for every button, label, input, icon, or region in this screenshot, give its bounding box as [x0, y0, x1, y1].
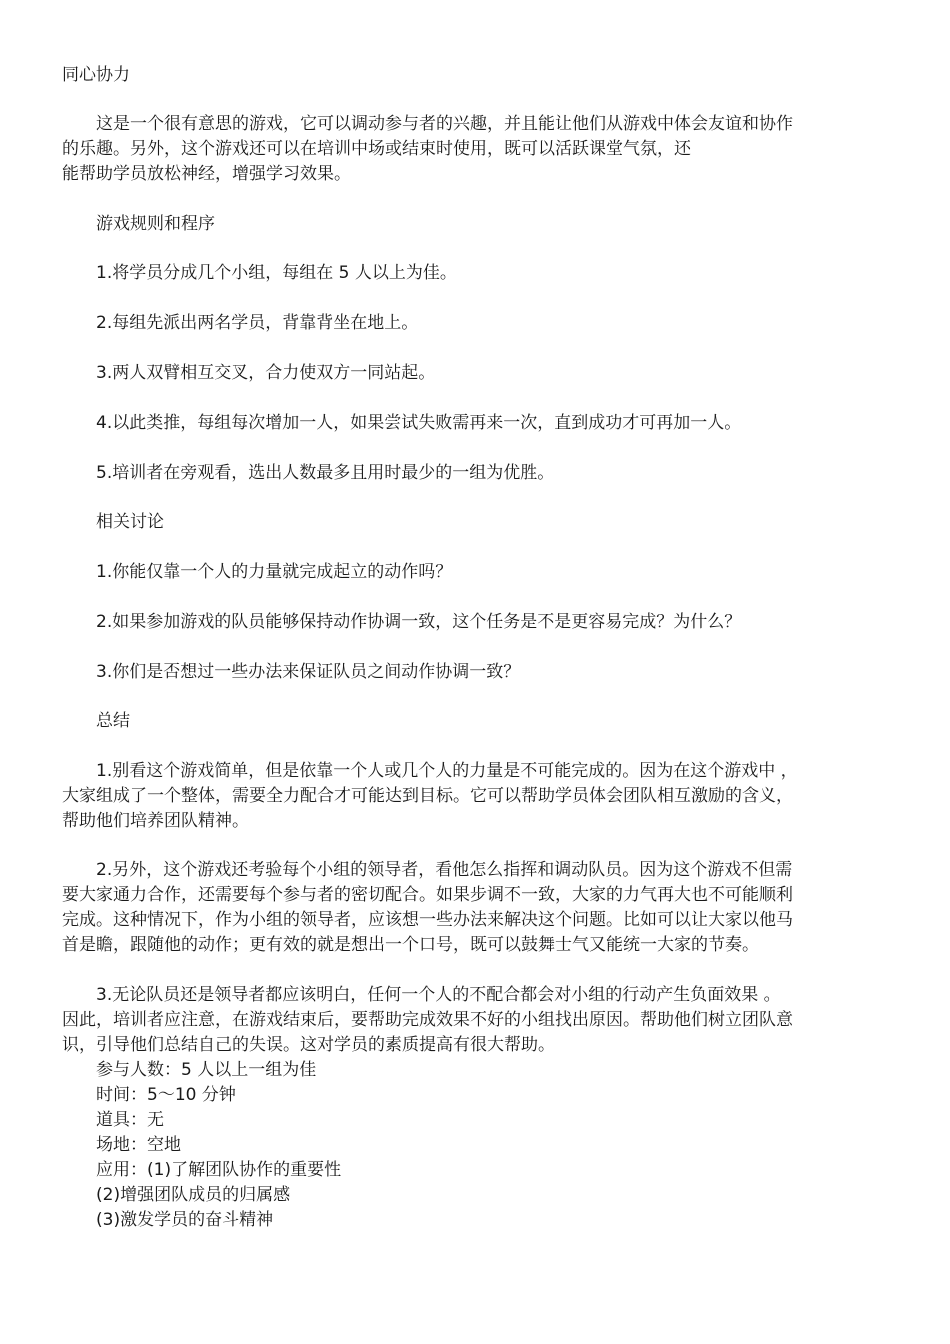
rule-item-1: 1.将学员分成几个小组，每组在 5 人以上为佳。	[96, 263, 457, 283]
intro-line-1: 这是一个很有意思的游戏，它可以调动参与者的兴趣，并且能让他们从游戏中体会友谊和协作	[96, 114, 793, 134]
summary-p2-line-4: 首是瞻，跟随他的动作；更有效的就是想出一个口号，既可以鼓舞士气又能统一大家的节奏。	[62, 935, 759, 955]
intro-line-2: 的乐趣。另外，这个游戏还可以在培训中场或结束时使用，既可以活跃课堂气氛，还	[62, 139, 691, 159]
summary-p3-line-2: 因此，培训者应注意，在游戏结束后，要帮助完成效果不好的小组找出原因。帮助他们树立团队意	[62, 1010, 793, 1030]
rule-item-3: 3.两人双臂相互交叉，合力使双方一同站起。	[96, 363, 436, 383]
rule-item-4: 4.以此类推，每组每次增加一人，如果尝试失败需再来一次，直到成功才可再加一人。	[96, 413, 742, 433]
summary-p1-line-2: 大家组成了一个整体，需要全力配合才可能达到目标。它可以帮助学员体会团队相互激励的含义，	[62, 786, 793, 806]
document-title: 同心协力	[62, 65, 130, 85]
discussion-item-3: 3.你们是否想过一些办法来保证队员之间动作协调一致？	[96, 662, 521, 682]
discussion-item-1: 1.你能仅靠一个人的力量就完成起立的动作吗？	[96, 562, 453, 582]
summary-heading: 总结	[96, 711, 130, 731]
summary-p1-line-1: 1.别看这个游戏简单，但是依靠一个人或几个人的力量是不可能完成的。因为在这个游戏中 ，	[96, 761, 798, 781]
summary-p2-line-1: 2.另外，这个游戏还考验每个小组的领导者，看他怎么指挥和调动队员。因为这个游戏不但需	[96, 860, 793, 880]
summary-p1-line-3: 帮助他们培养团队精神。	[62, 811, 249, 831]
summary-p2-line-2: 要大家通力合作，还需要每个参与者的密切配合。如果步调不一致，大家的力气再大也不可能顺利	[62, 885, 793, 905]
info-application-3: (3)激发学员的奋斗精神	[96, 1210, 274, 1230]
discussion-item-2: 2.如果参加游戏的队员能够保持动作协调一致，这个任务是不是更容易完成？为什么？	[96, 612, 742, 632]
info-props: 道具：无	[96, 1110, 164, 1130]
summary-p3-line-1: 3.无论队员还是领导者都应该明白，任何一个人的不配合都会对小组的行动产生负面效果 。	[96, 985, 781, 1005]
info-application-1: 应用：(1)了解团队协作的重要性	[96, 1160, 342, 1180]
discussion-heading: 相关讨论	[96, 512, 164, 532]
rule-item-2: 2.每组先派出两名学员，背靠背坐在地上。	[96, 313, 419, 333]
rule-item-5: 5.培训者在旁观看，选出人数最多且用时最少的一组为优胜。	[96, 463, 555, 483]
intro-line-3: 能帮助学员放松神经，增强学习效果。	[62, 164, 351, 184]
info-venue: 场地：空地	[96, 1135, 181, 1155]
info-participants: 参与人数：5 人以上一组为佳	[96, 1060, 317, 1080]
summary-p3-line-3: 识，引导他们总结自己的失误。这对学员的素质提高有很大帮助。	[62, 1035, 555, 1055]
rules-heading: 游戏规则和程序	[96, 214, 215, 234]
info-time: 时间：5～10 分钟	[96, 1085, 236, 1105]
summary-p2-line-3: 完成。这种情况下，作为小组的领导者，应该想一些办法来解决这个问题。比如可以让大家以他马	[62, 910, 793, 930]
info-application-2: (2)增强团队成员的归属感	[96, 1185, 291, 1205]
